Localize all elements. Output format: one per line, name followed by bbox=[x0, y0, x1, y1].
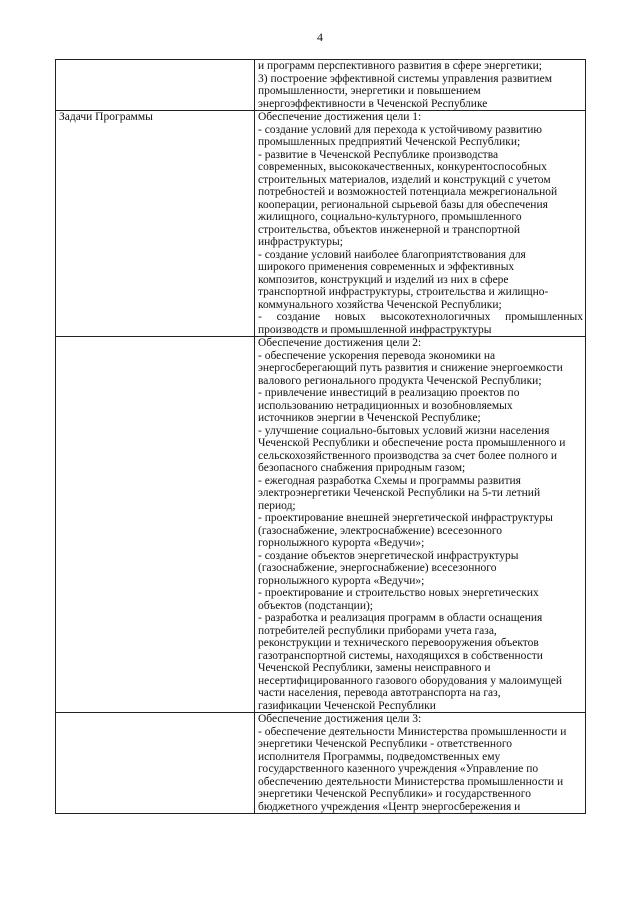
row-content-cell bbox=[255, 111, 586, 337]
text-line: - привлечение инвестиций в реализацию проектов по bbox=[258, 387, 520, 399]
table-body bbox=[56, 60, 586, 814]
text-line: горнолыжного курорта «Ведучи»; bbox=[258, 537, 425, 549]
text-line: - улучшение социально-бытовых условий жизни населения bbox=[258, 424, 550, 437]
text-line: исполнителя Программы, подведомственных ему bbox=[258, 750, 501, 763]
row-content-cell bbox=[255, 60, 586, 111]
text-line: - разработка и реализация программ в области оснащения bbox=[258, 612, 543, 624]
text-line: сельскохозяйственного производства за счет более полного и bbox=[258, 449, 558, 462]
text-line: промышленных предприятий Чеченской Республики; bbox=[258, 136, 521, 148]
table-row bbox=[56, 337, 586, 713]
row-content-cell bbox=[255, 337, 586, 713]
text-line: газотранспортной системы, находящихся в собственности bbox=[258, 649, 543, 662]
table-row bbox=[56, 713, 586, 814]
text-line: государственного казенного учреждения «Управление по bbox=[258, 763, 539, 775]
text-line: источников энергии в Чеченской Республике; bbox=[258, 412, 481, 424]
text-line: транспортной инфраструктуры, строительства и жилищно- bbox=[258, 286, 549, 298]
text-line: Обеспечение достижения цели 3: bbox=[258, 713, 422, 725]
text-line: - ежегодная разработка Схемы и программы развития bbox=[258, 474, 521, 487]
text-line: электроэнергетики Чеченской Республики на 5-ти летний bbox=[258, 487, 541, 499]
program-passport-table bbox=[55, 59, 586, 814]
text-line: - проектирование внешней энергетической инфраструктуры bbox=[258, 512, 553, 524]
text-line: современных, высококачественных, конкурентоспособных bbox=[258, 161, 547, 173]
text-line: промышленности, энергетики и повышением bbox=[258, 85, 481, 97]
text-line: - создание условий для перехода к устойчивому развитию bbox=[258, 123, 542, 136]
text-line: производств и промышленной инфраструктуры bbox=[258, 323, 492, 336]
table-row bbox=[56, 111, 586, 337]
text-line: кооперации, региональной сырьевой базы для обеспечения bbox=[258, 198, 548, 211]
text-line: 3) построение эффективной системы управления развитием bbox=[258, 72, 553, 85]
text-line: энергосберегающий путь развития и снижение энергоемкости bbox=[258, 362, 563, 374]
text-line: несертифицированного газового оборудования у малоимущей bbox=[258, 674, 563, 687]
text-line: - обеспечение ускорения перевода экономики на bbox=[258, 349, 496, 362]
text-line: потребителей республики приборами учета газа, bbox=[258, 624, 497, 637]
row-label-cell bbox=[56, 713, 255, 814]
text-line: - проектирование и строительство новых энергетических bbox=[258, 587, 539, 599]
text-line: строительных материалов, изделий и конструкций с учетом bbox=[258, 173, 551, 186]
text-line: части населения, перевода автотранспорта на газ, bbox=[258, 687, 501, 699]
text-line: бюджетного учреждения «Центр энергосбережения и bbox=[258, 800, 521, 813]
text-line: и программ перспективного развития в сфере энергетики; bbox=[258, 60, 542, 72]
text-line: Обеспечение достижения цели 1: bbox=[258, 111, 422, 123]
text-line: широкого применения современных и эффективных bbox=[258, 261, 515, 273]
text-line: - создание новых высокотехнологичных промышленных bbox=[258, 311, 583, 323]
text-line: газификации Чеченской Республики bbox=[258, 699, 436, 712]
text-line: - создание объектов энергетической инфраструктуры bbox=[258, 549, 519, 562]
text-line: коммунального хозяйства Чеченской Республики; bbox=[258, 298, 502, 311]
row-label-cell bbox=[56, 60, 255, 111]
text-line: реконструкции и технического перевооружения объектов bbox=[258, 637, 539, 649]
text-line: инфраструктуры; bbox=[258, 236, 343, 248]
text-line: Чеченской Республики, замены неисправного и bbox=[258, 662, 491, 674]
row-label: Задачи Программы bbox=[59, 111, 153, 123]
text-line: горнолыжного курорта «Ведучи»; bbox=[258, 574, 425, 587]
text-line: валового регионального продукта Чеченской Республики; bbox=[258, 374, 542, 387]
text-line: (газоснабжение, электроснабжение) всесезонного bbox=[258, 524, 503, 537]
row-label-cell bbox=[56, 111, 255, 337]
text-line: энергетики Чеченской Республики - ответственного bbox=[258, 738, 512, 750]
text-line: композитов, конструкций и изделий из них в сфере bbox=[258, 273, 509, 286]
row-label-cell bbox=[56, 337, 255, 713]
text-line: Обеспечение достижения цели 2: bbox=[258, 337, 422, 349]
text-line: использованию нетрадиционных и возобновляемых bbox=[258, 399, 513, 412]
text-line: энергоэффективности в Чеченской Республике bbox=[258, 97, 488, 110]
text-line: Чеченской Республики и обеспечение роста промышленного и bbox=[258, 437, 566, 449]
text-line: объектов (подстанции); bbox=[258, 599, 373, 612]
table-row bbox=[56, 60, 586, 111]
text-line: - создание условий наиболее благоприятствования для bbox=[258, 248, 526, 261]
text-line: - обеспечение деятельности Министерства промышленности и bbox=[258, 725, 567, 738]
row-content-cell bbox=[255, 713, 586, 814]
text-line: период; bbox=[258, 499, 296, 512]
text-line: жилищного, социально-культурного, промышленного bbox=[258, 211, 522, 223]
text-line: строительства, объектов инженерной и транспортной bbox=[258, 223, 521, 236]
text-line: потребностей и возможностей потенциала межрегиональной bbox=[258, 186, 558, 198]
text-line: безопасного снабжения природным газом; bbox=[258, 462, 466, 474]
text-line: - развитие в Чеченской Республике производства bbox=[258, 148, 499, 161]
text-line: (газоснабжение, энергоснабжение) всесезонного bbox=[258, 562, 497, 574]
page-number: 4 bbox=[317, 30, 323, 44]
text-line: энергетики Чеченской Республики» и государственного bbox=[258, 788, 531, 800]
text-line: обеспечению деятельности Министерства промышленности и bbox=[258, 775, 564, 788]
